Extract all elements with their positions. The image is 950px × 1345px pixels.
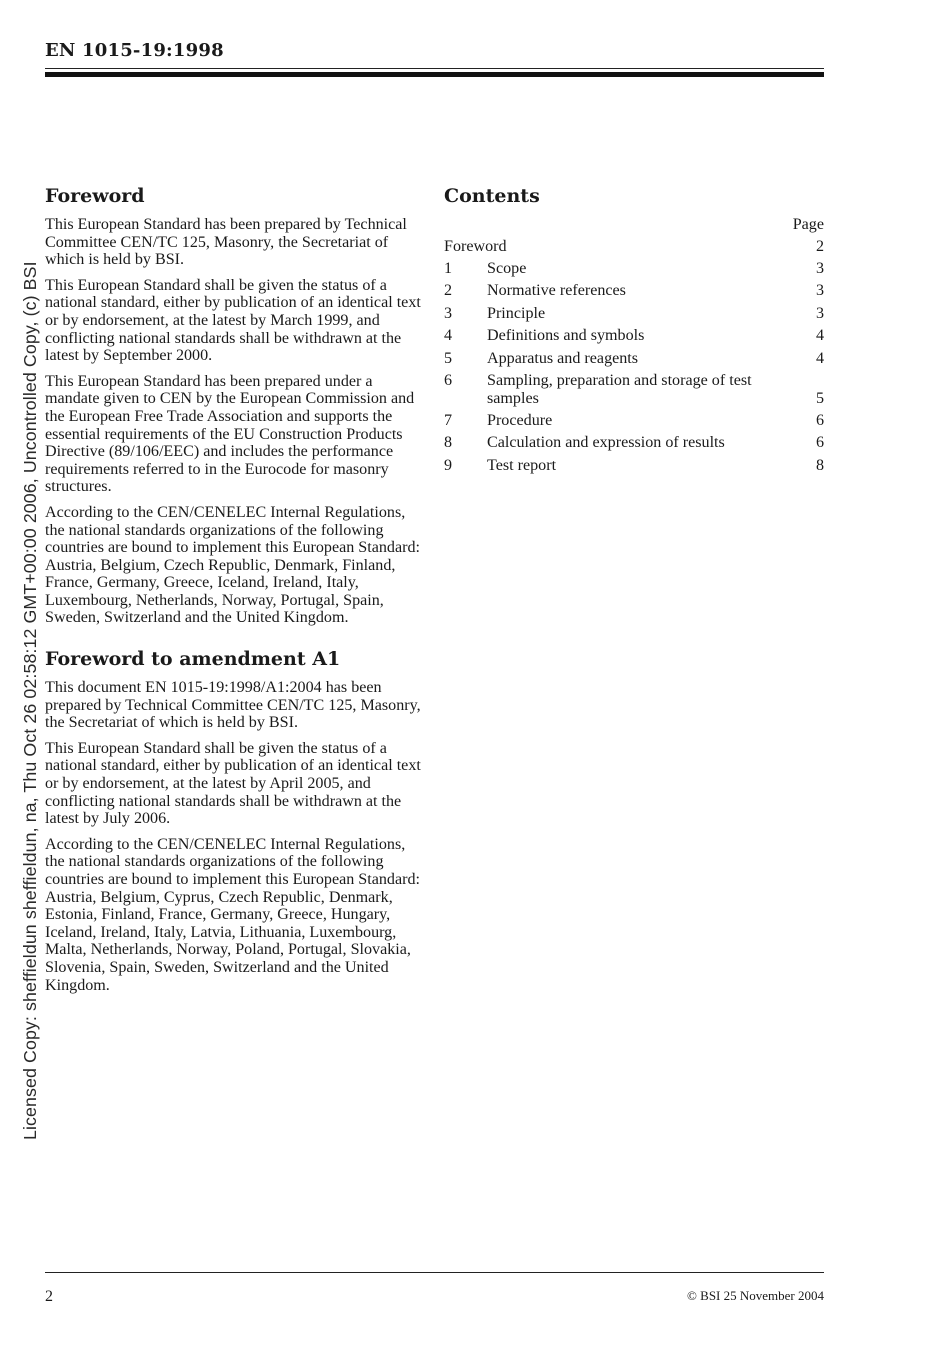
toc-entry-page: 4 [815,349,824,367]
toc-entry-number: 2 [444,282,453,300]
toc-entry[interactable] [444,238,824,256]
amendment-paragraph: This European Standard shall be given the status of a national standard, either by publication of an identical text or by endorsement, at the latest by April 2005, and conflicting national standards shall be withdrawn at the latest by July 2006. [45,739,421,828]
toc-entry-page: 5 [815,389,824,407]
toc-entry-page: 3 [815,304,824,322]
toc-entry-number: 3 [444,304,453,322]
toc-entry-number: 1 [444,259,453,277]
toc-entry-number: 9 [444,456,453,474]
toc-entry-title: Test report [487,456,557,474]
contents-heading: Contents [444,185,540,207]
toc-entry[interactable] [444,350,824,368]
header-rule-thick [45,72,824,77]
amendment-heading: Foreword to amendment A1 [45,648,341,671]
toc-entry-page: 3 [815,282,824,300]
toc-entry[interactable] [444,457,824,475]
foreword-paragraph: According to the CEN/CENELEC Internal Regulations, the national standards organizations of the following countries are bound to implement this European Standard: Austria, Belgium, Czech Republic, Denmark, Finland, France, Germany, Greece, Iceland, Ireland, Italy, Luxembourg, Netherlands, Norway, Portugal, Spain, Sweden, Switzerland and the United Kingdom. [45,503,420,627]
amendment-paragraph: This document EN 1015-19:1998/A1:2004 has been prepared by Technical Committee CEN/TC 125, Masonry, the Secretariat of which is held by BSI. [45,679,421,732]
foreword-heading: Foreword [45,185,145,207]
toc-entry-number: 6 [444,371,453,389]
toc-entry-title: Foreword [444,237,507,255]
toc-entry-page: 2 [815,237,824,255]
toc-entry[interactable] [444,434,824,452]
toc-entry[interactable] [444,412,824,430]
foreword-paragraph: This European Standard shall be given the status of a national standard, either by publication of an identical text or by endorsement, at the latest by March 1999, and conflicting national standards shall be withdrawn at the latest by September 2000. [45,276,421,365]
toc-entry-page: 3 [815,259,824,277]
toc-entry-number: 5 [444,349,453,367]
document-code-header: EN 1015-19:1998 [45,40,224,61]
toc-entry[interactable] [444,372,824,407]
toc-entry[interactable] [444,327,824,345]
toc-entry-title: Sampling, preparation and storage of test samples [487,371,752,407]
toc-entry-title: Normative references [487,282,626,300]
toc-entry-title: Scope [487,259,527,277]
right-column [444,184,824,479]
toc-entry-page: 4 [815,327,824,345]
foreword-paragraph: This European Standard has been prepared under a mandate given to CEN by the European Commission and the European Free Trade Association and supports the essential requirements of the EU Construction Products Directive (89/106/EEC) and includes the performance requirements referred to in the Eurocode for masonry structures. [45,372,415,496]
toc-entry[interactable] [444,305,824,323]
toc-entry-title: Principle [487,304,546,322]
toc-page-column-label: Page [792,216,824,233]
foreword-paragraph: This European Standard has been prepared by Technical Committee CEN/TC 125, Masonry, the Secretariat of which is held by BSI. [45,216,407,269]
toc-entry-page: 8 [815,456,824,474]
toc-entry-title: Apparatus and reagents [487,349,639,367]
footer-page-number: 2 [45,1288,53,1305]
toc-entry-page: 6 [815,434,824,452]
toc-entry-number: 4 [444,327,453,345]
footer-copyright: © BSI 25 November 2004 [687,1288,824,1303]
amendment-paragraph: According to the CEN/CENELEC Internal Regulations, the national standards organizations of the following countries are bound to implement this European Standard: Austria, Belgium, Cyprus, Czech Republic, Denmark, Estonia, Finland, France, Germany, Greece, Hungary, Iceland, Ireland, Italy, Latvia, Lithuania, Luxembourg, Malta, Netherlands, Norway, Poland, Portugal, Slovakia, Slovenia, Spain, Sweden, Switzerland and the United Kingdom. [45,835,420,994]
toc-entry-number: 8 [444,434,453,452]
toc-entry[interactable] [444,282,824,300]
left-column [45,184,427,1002]
toc-entry-number: 7 [444,411,453,429]
header-rule-thin [45,68,824,69]
license-watermark: Licensed Copy: sheffieldun sheffieldun, na, Thu Oct 26 02:58:12 GMT+00:00 2006, Uncontrolled Copy, (c) BSI [20,261,40,1140]
toc-entry-page: 6 [815,411,824,429]
footer-rule [45,1272,824,1273]
toc-entry-title: Procedure [487,411,553,429]
toc-entry-title: Calculation and expression of results [487,434,725,452]
toc-entry-title: Definitions and symbols [487,327,645,345]
toc-entry[interactable] [444,260,824,278]
